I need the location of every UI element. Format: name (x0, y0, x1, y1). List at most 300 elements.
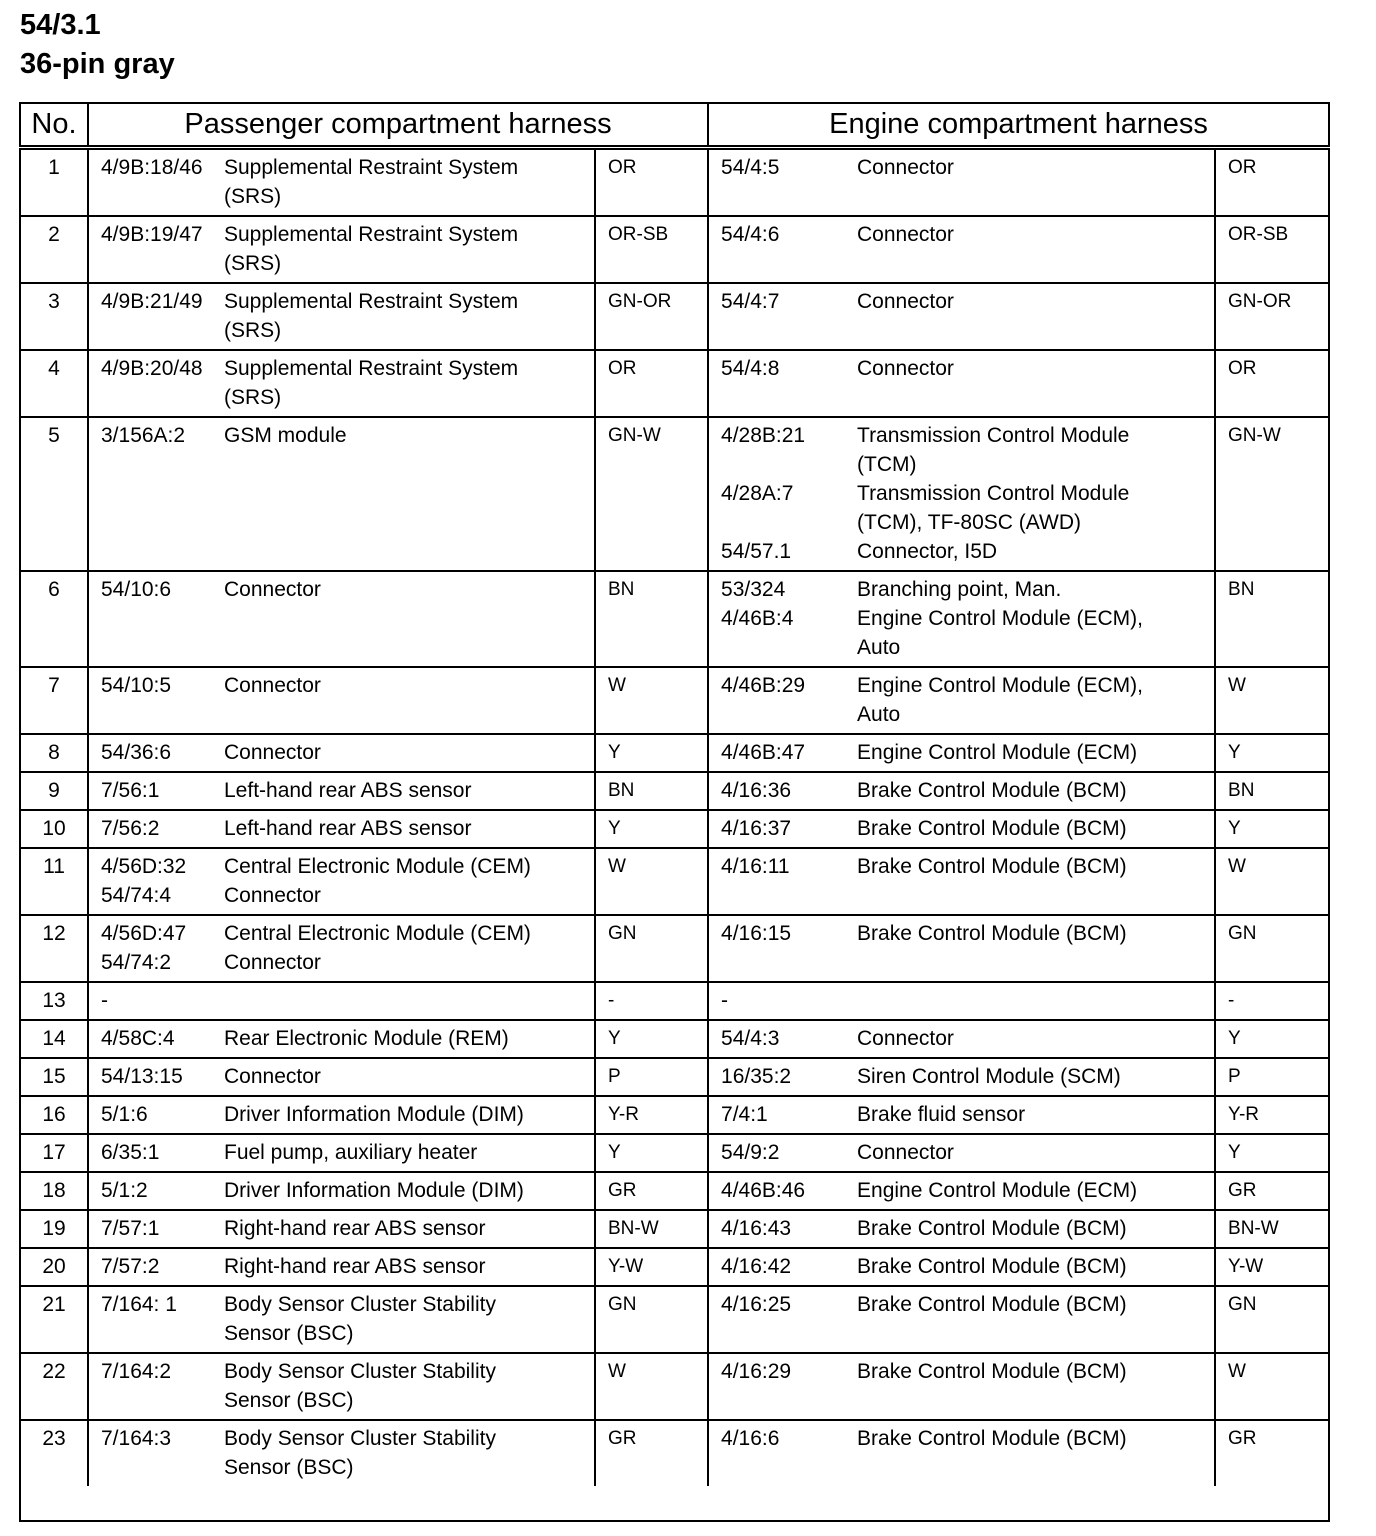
engine-entries (708, 1210, 1215, 1248)
engine-wire-color: - (1215, 982, 1329, 1020)
engine-entry (721, 1214, 1214, 1243)
pin-number: 23 (20, 1420, 88, 1486)
passenger-description (224, 734, 595, 772)
passenger-wire-color: GR (595, 1420, 708, 1486)
pin-number: 4 (20, 350, 88, 417)
engine-entries (708, 915, 1215, 982)
pin-number: 13 (20, 982, 88, 1020)
table-row (20, 350, 1329, 417)
passenger-wire-color: OR (595, 148, 708, 217)
engine-code: 4/16:37 (721, 817, 792, 840)
passenger-code-line: 7/164:2 (101, 1360, 172, 1383)
engine-description (857, 1062, 1121, 1091)
passenger-wire-color: GN (595, 1286, 708, 1353)
passenger-description-line: (SRS) (224, 319, 282, 342)
passenger-code-line: 5/1:2 (101, 1179, 148, 1202)
pin-number: 11 (20, 848, 88, 915)
passenger-code-line: 54/10:5 (101, 674, 172, 697)
engine-description-line: (TCM) (857, 453, 917, 476)
passenger-description-line: Fuel pump, auxiliary heater (224, 1141, 478, 1164)
engine-description (857, 575, 1061, 604)
table-row (20, 417, 1329, 571)
engine-wire-color: W (1215, 848, 1329, 915)
engine-entry (721, 575, 1214, 604)
engine-description-line: Brake Control Module (BCM) (857, 1360, 1127, 1383)
passenger-wire-color: Y (595, 1134, 708, 1172)
table-row (20, 571, 1329, 667)
engine-description-line: Engine Control Module (ECM), (857, 607, 1143, 630)
engine-description-line: Brake Control Module (BCM) (857, 922, 1127, 945)
passenger-wire-color: GN (595, 915, 708, 982)
engine-code: 4/46B:46 (721, 1179, 806, 1202)
table-row (20, 1210, 1329, 1248)
engine-description-line: Engine Control Module (ECM) (857, 1179, 1138, 1202)
engine-description-line: Brake Control Module (BCM) (857, 1427, 1127, 1450)
passenger-code-line: 4/9B:18/46 (101, 156, 203, 179)
passenger-description-line: Central Electronic Module (CEM) (224, 855, 531, 878)
passenger-wire-color: - (595, 982, 708, 1020)
engine-wire-color: Y (1215, 1020, 1329, 1058)
engine-code: 54/57.1 (721, 540, 792, 563)
engine-entry (721, 287, 1214, 316)
passenger-code-line: 54/36:6 (101, 741, 172, 764)
passenger-code (88, 1248, 224, 1286)
engine-code: 7/4:1 (721, 1103, 768, 1126)
passenger-code-line: 54/13:15 (101, 1065, 183, 1088)
engine-entry (721, 919, 1214, 948)
engine-description-line: Transmission Control Module (857, 424, 1130, 447)
table-row (20, 810, 1329, 848)
engine-description (857, 814, 1127, 843)
passenger-code-line: 4/56D:32 (101, 855, 187, 878)
engine-code: 4/16:42 (721, 1255, 792, 1278)
engine-wire-color: BN (1215, 571, 1329, 667)
engine-code: 54/4:6 (721, 223, 780, 246)
engine-entries (708, 1248, 1215, 1286)
passenger-description (224, 1096, 595, 1134)
passenger-description-line: Connector (224, 578, 321, 601)
engine-entries (708, 810, 1215, 848)
engine-wire-color: GR (1215, 1172, 1329, 1210)
table-row (20, 982, 1329, 1020)
engine-code: 54/4:5 (721, 156, 780, 179)
passenger-code (88, 734, 224, 772)
table-row (20, 1286, 1329, 1353)
passenger-code-line: 54/74:2 (101, 951, 172, 974)
passenger-code (88, 1134, 224, 1172)
passenger-code-line: 4/9B:21/49 (101, 290, 203, 313)
passenger-description-line: Connector (224, 1065, 321, 1088)
passenger-description-line: Left-hand rear ABS sensor (224, 779, 472, 802)
passenger-code-line: 7/56:2 (101, 817, 160, 840)
passenger-description-line: Sensor (BSC) (224, 1389, 354, 1412)
engine-entries (708, 283, 1215, 350)
passenger-code-line: 6/35:1 (101, 1141, 160, 1164)
passenger-code-line: 7/57:1 (101, 1217, 160, 1240)
passenger-description (224, 915, 595, 982)
pin-number: 21 (20, 1286, 88, 1353)
engine-code: 4/46B:47 (721, 741, 806, 764)
table-row (20, 1058, 1329, 1096)
engine-code: 54/9:2 (721, 1141, 780, 1164)
engine-entries (708, 848, 1215, 915)
engine-description (857, 604, 1143, 662)
passenger-description (224, 350, 595, 417)
engine-code: 4/16:43 (721, 1217, 792, 1240)
header-engine: Engine compartment harness (708, 103, 1329, 148)
passenger-description-line: Right-hand rear ABS sensor (224, 1255, 486, 1278)
passenger-description (224, 772, 595, 810)
engine-entry (721, 738, 1214, 767)
passenger-code-line: 7/56:1 (101, 779, 160, 802)
engine-entries (708, 1058, 1215, 1096)
passenger-wire-color: Y (595, 734, 708, 772)
passenger-code (88, 148, 224, 217)
engine-description (857, 479, 1129, 537)
passenger-wire-color: Y-R (595, 1096, 708, 1134)
passenger-code-line: 3/156A:2 (101, 424, 186, 447)
engine-entry (721, 986, 1214, 1015)
engine-description-line: Transmission Control Module (857, 482, 1130, 505)
passenger-code-line: 7/164: 1 (101, 1293, 177, 1316)
empty-footer-row (20, 1486, 1329, 1521)
engine-description-line: Brake Control Module (BCM) (857, 1255, 1127, 1278)
pin-number: 5 (20, 417, 88, 571)
passenger-code (88, 667, 224, 734)
passenger-description-line: Body Sensor Cluster Stability (224, 1427, 496, 1450)
pin-number: 12 (20, 915, 88, 982)
passenger-code (88, 1353, 224, 1420)
table-row (20, 848, 1329, 915)
passenger-code-line: 54/74:4 (101, 884, 172, 907)
engine-description (857, 671, 1143, 729)
passenger-wire-color: Y (595, 1020, 708, 1058)
engine-description (857, 220, 954, 249)
passenger-wire-color: GR (595, 1172, 708, 1210)
engine-wire-color: Y (1215, 1134, 1329, 1172)
engine-description-line: Siren Control Module (SCM) (857, 1065, 1121, 1088)
engine-code: 4/16:29 (721, 1360, 792, 1383)
engine-description-line: Connector (857, 156, 954, 179)
passenger-description-line: Supplemental Restraint System (224, 156, 519, 179)
passenger-description-line: Sensor (BSC) (224, 1456, 354, 1479)
engine-wire-color: Y-R (1215, 1096, 1329, 1134)
engine-description (857, 1214, 1127, 1243)
passenger-description-line: Driver Information Module (DIM) (224, 1179, 524, 1202)
engine-description-line: Brake Control Module (BCM) (857, 779, 1127, 802)
engine-description (857, 1252, 1127, 1281)
engine-wire-color: OR (1215, 350, 1329, 417)
engine-wire-color: OR (1215, 148, 1329, 217)
engine-description-line: Connector (857, 1027, 954, 1050)
passenger-description-line: Driver Information Module (DIM) (224, 1103, 524, 1126)
engine-description (857, 1138, 954, 1167)
passenger-wire-color: W (595, 1353, 708, 1420)
passenger-description (224, 1134, 595, 1172)
engine-entries (708, 1172, 1215, 1210)
passenger-description-line: Body Sensor Cluster Stability (224, 1293, 496, 1316)
engine-entries (708, 667, 1215, 734)
engine-description (857, 738, 1137, 767)
engine-entry (721, 1024, 1214, 1053)
engine-entry (721, 671, 1214, 729)
engine-entry (721, 1062, 1214, 1091)
passenger-wire-color: W (595, 848, 708, 915)
engine-description (857, 1290, 1127, 1319)
engine-description (857, 287, 954, 316)
passenger-description (224, 1248, 595, 1286)
engine-code: 4/16:15 (721, 922, 792, 945)
engine-wire-color: GN-OR (1215, 283, 1329, 350)
engine-wire-color: OR-SB (1215, 216, 1329, 283)
table-body (20, 148, 1329, 1487)
passenger-code (88, 1420, 224, 1486)
passenger-description-line: Connector (224, 884, 321, 907)
passenger-code (88, 1210, 224, 1248)
engine-description (857, 354, 954, 383)
engine-description (857, 1100, 1025, 1129)
engine-description-line: (TCM), TF-80SC (AWD) (857, 511, 1081, 534)
engine-entry (721, 1424, 1214, 1453)
engine-description-line: Connector, I5D (857, 540, 998, 563)
passenger-description (224, 417, 595, 571)
pin-number: 17 (20, 1134, 88, 1172)
table-row (20, 734, 1329, 772)
engine-description-line: Auto (857, 703, 901, 726)
engine-description (857, 537, 997, 566)
pin-number: 7 (20, 667, 88, 734)
table-row (20, 1096, 1329, 1134)
engine-entries (708, 1286, 1215, 1353)
engine-description-line: Brake Control Module (BCM) (857, 817, 1127, 840)
engine-wire-color: GR (1215, 1420, 1329, 1486)
engine-entry (721, 1100, 1214, 1129)
pin-number: 2 (20, 216, 88, 283)
pin-number: 22 (20, 1353, 88, 1420)
passenger-code (88, 417, 224, 571)
engine-description-line: Auto (857, 636, 901, 659)
engine-description (857, 776, 1127, 805)
passenger-code-line: 4/9B:19/47 (101, 223, 203, 246)
engine-code: 4/16:6 (721, 1427, 780, 1450)
engine-description-line: Connector (857, 1141, 954, 1164)
engine-code: 4/16:36 (721, 779, 792, 802)
passenger-description-line: Supplemental Restraint System (224, 290, 519, 313)
passenger-description (224, 810, 595, 848)
engine-description-line: Brake Control Module (BCM) (857, 855, 1127, 878)
passenger-wire-color: P (595, 1058, 708, 1096)
passenger-code (88, 350, 224, 417)
passenger-description-line: (SRS) (224, 252, 282, 275)
pin-number: 1 (20, 148, 88, 217)
passenger-description (224, 1020, 595, 1058)
engine-code: 4/16:25 (721, 1293, 792, 1316)
passenger-code (88, 571, 224, 667)
passenger-code-line: - (101, 989, 108, 1012)
passenger-description (224, 1420, 595, 1486)
pin-number: 8 (20, 734, 88, 772)
pin-number: 18 (20, 1172, 88, 1210)
engine-entry (721, 479, 1214, 537)
engine-description (857, 153, 954, 182)
passenger-code (88, 1286, 224, 1353)
engine-code: - (721, 989, 729, 1012)
passenger-code (88, 915, 224, 982)
passenger-description (224, 1172, 595, 1210)
engine-entries (708, 1134, 1215, 1172)
passenger-description-line: Sensor (BSC) (224, 1322, 354, 1345)
engine-code: 54/4:8 (721, 357, 780, 380)
passenger-wire-color: BN-W (595, 1210, 708, 1248)
engine-wire-color: W (1215, 1353, 1329, 1420)
engine-description (857, 421, 1129, 479)
engine-entries (708, 350, 1215, 417)
table-row (20, 1353, 1329, 1420)
passenger-description (224, 1286, 595, 1353)
engine-description (857, 919, 1127, 948)
table-row (20, 1248, 1329, 1286)
pin-number: 15 (20, 1058, 88, 1096)
engine-description (857, 1176, 1137, 1205)
pin-number: 19 (20, 1210, 88, 1248)
table-row (20, 216, 1329, 283)
passenger-description-line: (SRS) (224, 386, 282, 409)
engine-wire-color: P (1215, 1058, 1329, 1096)
engine-code: 4/46B:4 (721, 607, 794, 630)
passenger-code (88, 982, 224, 1020)
passenger-wire-color: BN (595, 571, 708, 667)
passenger-description-line: Central Electronic Module (CEM) (224, 922, 531, 945)
passenger-code (88, 216, 224, 283)
passenger-wire-color: Y-W (595, 1248, 708, 1286)
engine-entry (721, 1357, 1214, 1386)
engine-entries (708, 417, 1215, 571)
engine-description-line: Brake fluid sensor (857, 1103, 1026, 1126)
engine-entries (708, 1353, 1215, 1420)
table-row (20, 1420, 1329, 1486)
engine-entries (708, 734, 1215, 772)
engine-entry (721, 421, 1214, 479)
passenger-description (224, 1210, 595, 1248)
engine-entry (721, 604, 1214, 662)
passenger-wire-color: OR-SB (595, 216, 708, 283)
engine-description-line: Brake Control Module (BCM) (857, 1217, 1127, 1240)
engine-wire-color: Y-W (1215, 1248, 1329, 1286)
engine-entry (721, 814, 1214, 843)
engine-description-line: Engine Control Module (ECM), (857, 674, 1143, 697)
passenger-description-line: (SRS) (224, 185, 282, 208)
engine-description-line: Connector (857, 223, 954, 246)
table-row (20, 1172, 1329, 1210)
engine-wire-color: Y (1215, 734, 1329, 772)
engine-wire-color: Y (1215, 810, 1329, 848)
pin-number: 14 (20, 1020, 88, 1058)
passenger-code (88, 1058, 224, 1096)
passenger-code (88, 848, 224, 915)
table-row (20, 283, 1329, 350)
table-header (20, 103, 1329, 148)
passenger-code (88, 810, 224, 848)
passenger-code-line: 54/10:6 (101, 578, 172, 601)
engine-wire-color: BN (1215, 772, 1329, 810)
engine-entry (721, 1252, 1214, 1281)
passenger-wire-color: W (595, 667, 708, 734)
page-title: 54/3.1 (20, 9, 101, 41)
engine-code: 16/35:2 (721, 1065, 792, 1088)
engine-code: 54/4:3 (721, 1027, 780, 1050)
engine-description (857, 1024, 954, 1053)
table-row (20, 1134, 1329, 1172)
passenger-code (88, 283, 224, 350)
passenger-wire-color: GN-W (595, 417, 708, 571)
pin-number: 16 (20, 1096, 88, 1134)
passenger-code-line: 4/56D:47 (101, 922, 187, 945)
pin-number: 6 (20, 571, 88, 667)
engine-wire-color: GN (1215, 1286, 1329, 1353)
table-row (20, 667, 1329, 734)
passenger-wire-color: OR (595, 350, 708, 417)
engine-entries (708, 982, 1215, 1020)
engine-entries (708, 1096, 1215, 1134)
passenger-code-line: 4/58C:4 (101, 1027, 175, 1050)
engine-code: 54/4:7 (721, 290, 780, 313)
table-row (20, 148, 1329, 217)
engine-entry (721, 1176, 1214, 1205)
passenger-description-line: Supplemental Restraint System (224, 357, 519, 380)
passenger-description-line: Connector (224, 674, 321, 697)
engine-description (857, 1424, 1127, 1453)
passenger-code (88, 1096, 224, 1134)
passenger-wire-color: Y (595, 810, 708, 848)
passenger-code-line: 4/9B:20/48 (101, 357, 203, 380)
engine-description-line: Connector (857, 290, 954, 313)
passenger-wire-color: GN-OR (595, 283, 708, 350)
engine-wire-color: GN-W (1215, 417, 1329, 571)
page-subtitle: 36-pin gray (20, 48, 175, 80)
pin-number: 20 (20, 1248, 88, 1286)
engine-code: 4/46B:29 (721, 674, 806, 697)
engine-code: 53/324 (721, 578, 786, 601)
passenger-code (88, 772, 224, 810)
passenger-description (224, 982, 595, 1020)
passenger-description-line: Connector (224, 951, 321, 974)
engine-entry (721, 1138, 1214, 1167)
engine-entry (721, 776, 1214, 805)
engine-entry (721, 153, 1214, 182)
table-row (20, 772, 1329, 810)
passenger-code (88, 1020, 224, 1058)
engine-entries (708, 772, 1215, 810)
engine-wire-color: GN (1215, 915, 1329, 982)
passenger-description (224, 216, 595, 283)
engine-description (857, 852, 1127, 881)
pin-number: 3 (20, 283, 88, 350)
engine-wire-color: W (1215, 667, 1329, 734)
engine-description (857, 1357, 1127, 1386)
passenger-code-line: 7/164:3 (101, 1427, 172, 1450)
passenger-description-line: Left-hand rear ABS sensor (224, 817, 472, 840)
engine-wire-color: BN-W (1215, 1210, 1329, 1248)
engine-entry (721, 220, 1214, 249)
passenger-description-line: Body Sensor Cluster Stability (224, 1360, 496, 1383)
engine-entries (708, 571, 1215, 667)
passenger-description (224, 848, 595, 915)
passenger-wire-color: BN (595, 772, 708, 810)
engine-description-line: Branching point, Man. (857, 578, 1062, 601)
passenger-code-line: 7/57:2 (101, 1255, 160, 1278)
pin-number: 10 (20, 810, 88, 848)
header-no: No. (20, 103, 88, 148)
